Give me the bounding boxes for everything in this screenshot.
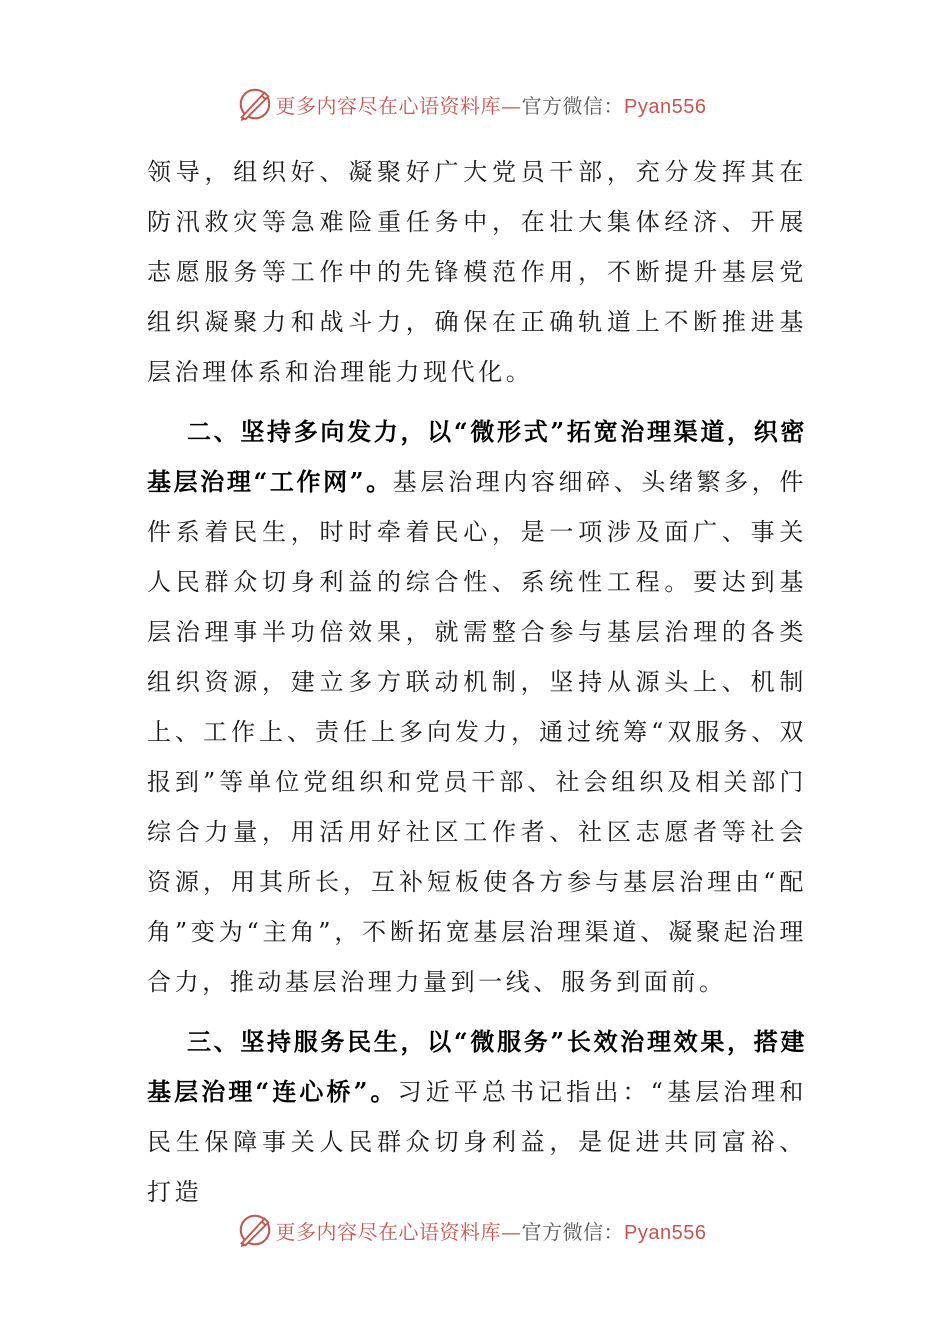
banner-wechat-label: 官方微信： (521, 1219, 625, 1244)
paragraph-body: 习近平总书记指出：“基层治理和民生保障事关人民群众切身利益，是促进共同富裕、打造 (147, 1078, 807, 1206)
document-body (147, 147, 807, 1217)
banner-wechat-id: Pyan556 (624, 1221, 707, 1244)
banner-slogan: 更多内容尽在心语资料库 (275, 93, 502, 118)
banner-dash: — (501, 1219, 522, 1244)
banner-text (276, 1216, 707, 1245)
banner-wechat-label: 官方微信： (521, 93, 625, 118)
banner-slogan: 更多内容尽在心语资料库 (275, 1219, 502, 1244)
footer-banner (0, 1208, 950, 1252)
header-banner (0, 82, 950, 126)
pen-logo-icon (236, 1211, 274, 1249)
banner-content (236, 1211, 707, 1249)
banner-dash: — (501, 93, 522, 118)
paragraph-section-2 (147, 407, 807, 1007)
section-heading: 二、坚持多向发力，以“微形式”拓宽治理渠道，织密基层治理“工作网”。 (147, 417, 807, 496)
paragraph-body: 领导，组织好、凝聚好广大党员干部，充分发挥其在防汛救灾等急难险重任务中，在壮大集体经济、开展志愿服务等工作中的先锋模范作用，不断提升基层党组织凝聚力和战斗力，确保在正确轨道上不断推进基层治理体系和治理能力现代化。 (147, 158, 807, 386)
paragraph-section-3 (147, 1017, 807, 1217)
paragraph-continuation (147, 147, 807, 397)
paragraph-body: 基层治理内容细碎、头绪繁多，件件系着民生，时时牵着民心，是一项涉及面广、事关人民群众切身利益的综合性、系统性工程。要达到基层治理事半功倍效果，就需整合参与基层治理的各类组织资源，建立多方联动机制，坚持从源头上、机制上、工作上、责任上多向发力，通过统筹“双服务、双报到”等单位党组织和党员干部、社会组织及相关部门综合力量，用活用好社区工作者、社区志愿者等社会资源，用其所长，互补短板使各方参与基层治理由“配角”变为“主角”，不断拓宽基层治理渠道、凝聚起治理合力，推动基层治理力量到一线、服务到面前。 (147, 468, 808, 996)
pen-logo-icon (236, 85, 274, 123)
banner-text (276, 90, 707, 119)
banner-content (236, 85, 707, 123)
banner-wechat-id: Pyan556 (624, 95, 707, 118)
section-heading: 三、坚持服务民生，以“微服务”长效治理效果，搭建基层治理“连心桥”。 (147, 1027, 807, 1106)
